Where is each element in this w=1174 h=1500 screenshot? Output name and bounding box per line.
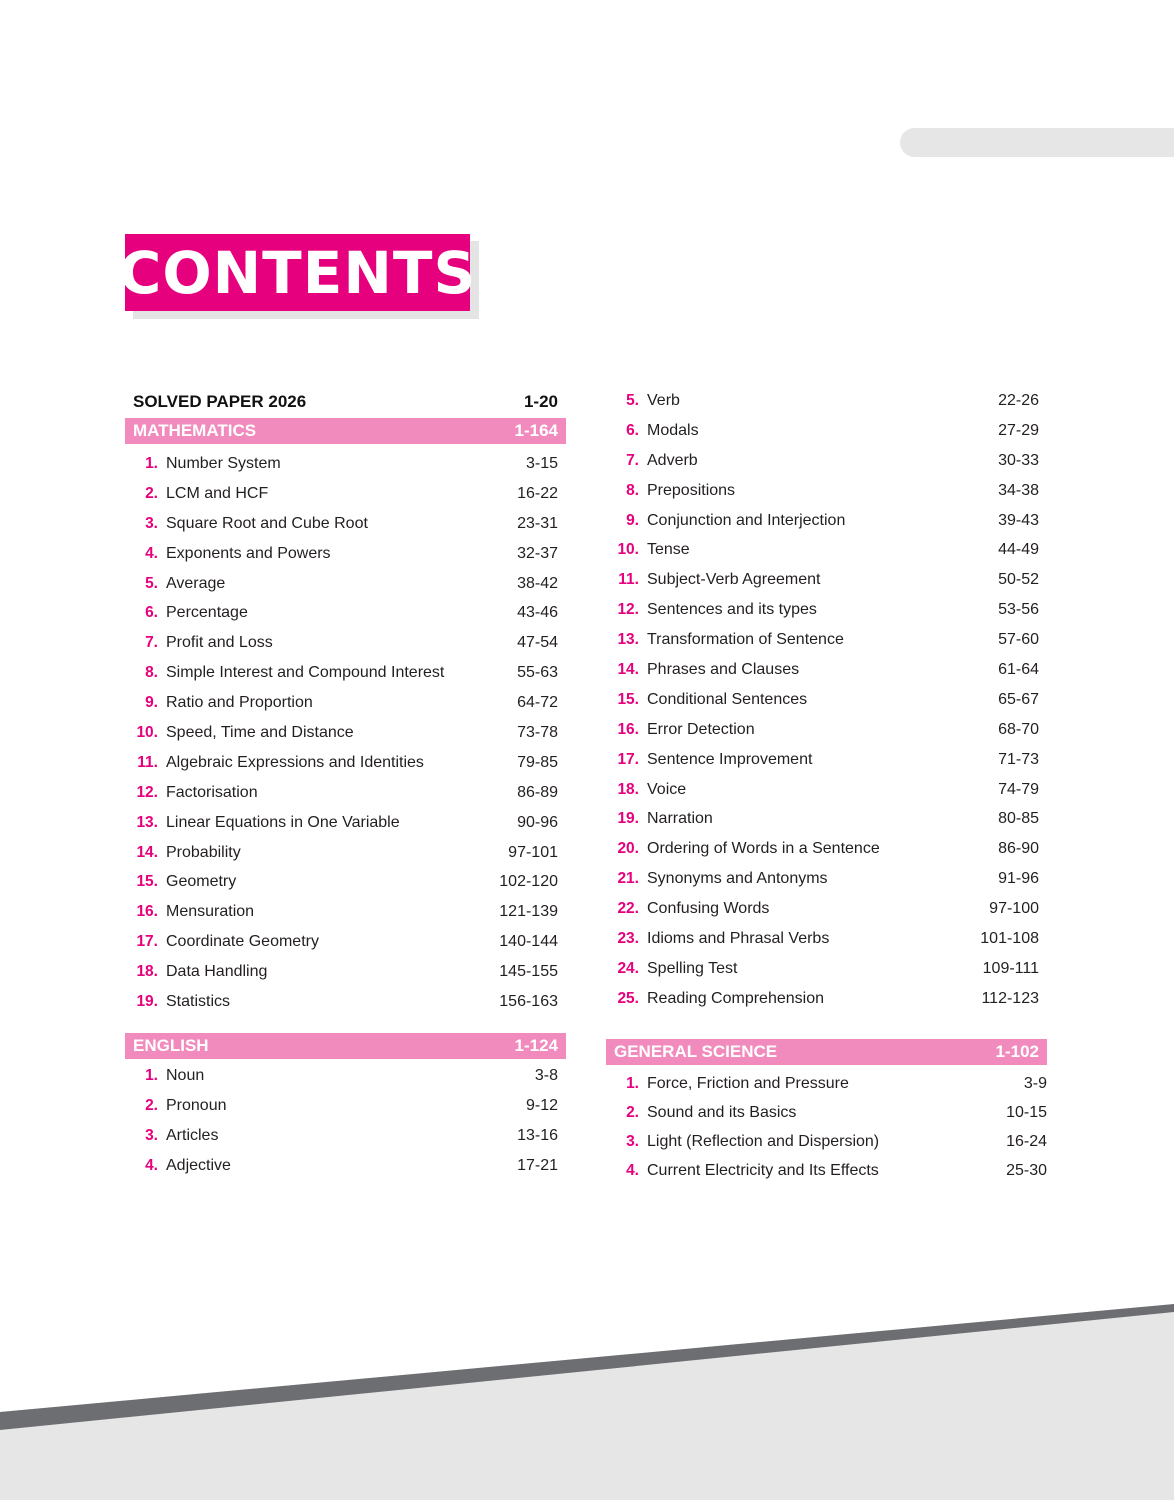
item-label: Force, Friction and Pressure [647,1075,849,1093]
item-number: 18. [617,780,639,798]
item-pages: 3-8 [534,1066,558,1084]
item-pages: 39-43 [998,511,1039,529]
list-item[interactable] [606,924,1047,954]
list-item[interactable] [125,718,566,748]
item-number: 22. [617,900,639,918]
list-item[interactable] [125,449,566,479]
list-item[interactable] [606,625,1047,655]
item-label: Square Root and Cube Root [166,514,368,532]
item-pages: 57-60 [998,631,1039,649]
item-pages: 25-30 [1006,1162,1047,1180]
science-list [606,1065,1047,1186]
item-pages: 140-144 [499,933,558,951]
mathematics-list [125,444,566,1017]
list-item[interactable] [606,715,1047,745]
list-item[interactable] [125,569,566,599]
item-pages: 109-111 [982,959,1039,977]
item-number: 2. [626,1104,639,1122]
item-number: 3. [145,1126,158,1144]
section-heading-pages: 1-164 [514,421,558,440]
item-number: 16. [617,720,639,738]
list-item[interactable] [606,416,1047,446]
item-label: Tense [647,541,690,559]
item-pages: 145-155 [499,963,558,981]
item-label: Current Electricity and Its Effects [647,1162,879,1180]
item-number: 11. [137,753,158,771]
list-item[interactable] [125,1121,566,1151]
item-label: Subject-Verb Agreement [647,571,821,589]
list-item[interactable] [125,838,566,868]
item-number: 14. [136,843,158,861]
left-column [125,386,566,1180]
list-item[interactable] [606,864,1047,894]
item-pages: 86-89 [517,783,558,801]
item-number: 15. [136,873,158,891]
list-item[interactable] [606,476,1047,506]
bottom-stripe-decoration [0,1290,1174,1500]
list-item[interactable] [606,1099,1047,1128]
item-label: Adverb [647,451,698,469]
item-pages: 156-163 [499,992,558,1010]
item-number: 19. [136,992,158,1010]
item-number: 20. [617,840,639,858]
list-item[interactable] [125,658,566,688]
item-number: 8. [145,664,158,682]
item-number: 1. [145,1066,158,1084]
item-pages: 9-12 [525,1096,558,1114]
item-label: Exponents and Powers [166,544,331,562]
section-heading-pages: 1-124 [514,1035,558,1055]
item-pages: 44-49 [998,541,1039,559]
list-item[interactable] [125,987,566,1017]
list-item[interactable] [606,1070,1047,1099]
item-number: 1. [626,1075,639,1093]
list-item[interactable] [125,1091,566,1121]
item-pages: 50-52 [998,571,1039,589]
item-pages: 91-96 [998,870,1039,888]
item-pages: 30-33 [998,451,1039,469]
solved-paper-pages: 1-20 [523,392,558,411]
item-pages: 68-70 [998,720,1039,738]
item-number: 3. [626,1133,639,1151]
english-list-right [606,386,1047,1014]
item-pages: 16-24 [1006,1133,1047,1151]
list-item[interactable] [606,595,1047,625]
list-item[interactable] [125,748,566,778]
list-item[interactable] [125,1061,566,1091]
list-item[interactable] [606,565,1047,595]
item-label: Data Handling [166,963,268,981]
item-pages: 74-79 [998,780,1039,798]
item-label: Spelling Test [647,959,738,977]
item-label: Modals [647,421,699,439]
item-pages: 97-100 [989,900,1039,918]
item-number: 25. [617,989,639,1007]
item-pages: 16-22 [517,484,558,502]
section-heading-general-science [606,1039,1047,1065]
item-label: Pronoun [166,1096,227,1114]
item-pages: 38-42 [517,574,558,592]
item-number: 2. [145,484,158,502]
list-item[interactable] [125,479,566,509]
item-number: 7. [145,634,158,652]
item-label: Noun [166,1066,205,1084]
list-item[interactable] [125,598,566,628]
english-list-left [125,1059,566,1181]
item-number: 7. [626,451,639,469]
item-label: Conjunction and Interjection [647,511,846,529]
list-item[interactable] [125,957,566,987]
item-number: 17. [136,933,158,951]
item-pages: 32-37 [517,544,558,562]
section-heading-label: ENGLISH [133,1035,209,1055]
item-pages: 73-78 [517,723,558,741]
item-label: Ordering of Words in a Sentence [647,840,880,858]
item-number: 9. [626,511,639,529]
item-label: Profit and Loss [166,634,273,652]
corner-tab-decoration [900,128,1174,157]
item-number: 8. [626,481,639,499]
section-heading-mathematics [125,418,566,444]
item-number: 12. [617,601,639,619]
item-label: Transformation of Sentence [647,631,844,649]
item-number: 4. [145,1156,158,1174]
item-label: Sentence Improvement [647,750,813,768]
item-pages: 97-101 [508,843,558,861]
item-pages: 55-63 [517,664,558,682]
item-number: 3. [145,514,158,532]
item-number: 11. [618,571,639,589]
item-number: 21. [617,870,639,888]
item-pages: 71-73 [998,750,1039,768]
item-number: 13. [136,813,158,831]
item-pages: 34-38 [998,481,1039,499]
item-pages: 79-85 [517,753,558,771]
section-heading-english [125,1033,566,1059]
right-column [606,386,1047,1186]
list-item[interactable] [125,897,566,927]
item-number: 13. [617,631,639,649]
item-label: Confusing Words [647,900,770,918]
item-number: 1. [145,454,158,472]
item-label: Idioms and Phrasal Verbs [647,929,830,947]
item-label: Mensuration [166,903,255,921]
list-item[interactable] [606,446,1047,476]
item-label: Synonyms and Antonyms [647,870,828,888]
item-number: 10. [617,541,639,559]
item-label: Adjective [166,1156,231,1174]
item-number: 24. [617,959,639,977]
item-label: Sentences and its types [647,601,817,619]
item-pages: 112-123 [981,989,1039,1007]
section-heading-label: GENERAL SCIENCE [614,1041,778,1061]
item-number: 17. [617,750,639,768]
item-pages: 80-85 [998,810,1039,828]
item-number: 5. [145,574,158,592]
list-item[interactable] [125,1151,566,1181]
item-label: Voice [647,780,687,798]
item-pages: 61-64 [998,660,1039,678]
list-item[interactable] [606,894,1047,924]
item-label: Average [166,574,226,592]
item-label: Verb [647,391,680,409]
list-item[interactable] [125,539,566,569]
list-item[interactable] [125,509,566,539]
list-item[interactable] [606,1157,1047,1186]
solved-paper-row[interactable] [125,386,566,418]
item-label: Articles [166,1126,219,1144]
list-item[interactable] [606,954,1047,984]
list-item[interactable] [606,775,1047,805]
item-label: Light (Reflection and Dispersion) [647,1133,880,1151]
list-item[interactable] [125,808,566,838]
item-pages: 102-120 [499,873,558,891]
section-heading-pages: 1-102 [995,1041,1039,1061]
item-number: 19. [617,810,639,828]
item-pages: 17-21 [517,1156,558,1174]
item-number: 4. [145,544,158,562]
item-pages: 10-15 [1006,1104,1047,1122]
list-item[interactable] [606,655,1047,685]
item-label: Speed, Time and Distance [166,723,354,741]
item-pages: 23-31 [517,514,558,532]
list-item[interactable] [606,1128,1047,1157]
section-heading-label: MATHEMATICS [133,421,257,440]
solved-paper-label: SOLVED PAPER 2026 [133,392,307,411]
item-pages: 65-67 [998,690,1039,708]
item-label: Coordinate Geometry [166,933,319,951]
item-label: Probability [166,843,241,861]
item-label: Algebraic Expressions and Identities [166,753,424,771]
item-label: Phrases and Clauses [647,660,800,678]
item-label: Sound and its Basics [647,1104,797,1122]
list-item[interactable] [606,386,1047,416]
item-pages: 64-72 [517,694,558,712]
item-pages: 47-54 [517,634,558,652]
list-item[interactable] [606,506,1047,536]
item-number: 2. [145,1096,158,1114]
item-label: Conditional Sentences [647,690,808,708]
list-item[interactable] [125,867,566,897]
item-label: Number System [166,454,281,472]
item-label: Ratio and Proportion [166,694,313,712]
item-label: LCM and HCF [166,484,269,502]
title-banner [118,234,477,311]
item-pages: 3-15 [525,454,558,472]
item-pages: 3-9 [1023,1075,1047,1093]
item-label: Simple Interest and Compound Interest [166,664,445,682]
item-pages: 86-90 [998,840,1039,858]
item-number: 23. [617,929,639,947]
item-label: Prepositions [647,481,736,499]
item-label: Linear Equations in One Variable [166,813,400,831]
item-label: Narration [647,810,713,828]
list-item[interactable] [606,745,1047,775]
item-pages: 43-46 [517,604,558,622]
list-item[interactable] [606,535,1047,565]
list-item[interactable] [606,685,1047,715]
list-item[interactable] [125,688,566,718]
item-label: Error Detection [647,720,755,738]
item-pages: 22-26 [998,391,1039,409]
list-item[interactable] [606,804,1047,834]
item-label: Factorisation [166,783,258,801]
item-number: 12. [136,783,158,801]
page-title: CONTENTS [118,238,477,307]
item-pages: 90-96 [517,813,558,831]
item-label: Geometry [166,873,237,891]
item-pages: 101-108 [980,929,1039,947]
item-number: 9. [145,694,158,712]
item-pages: 27-29 [998,421,1039,439]
list-item[interactable] [606,984,1047,1014]
list-item[interactable] [606,834,1047,864]
item-pages: 53-56 [998,601,1039,619]
item-number: 10. [136,723,158,741]
list-item[interactable] [125,778,566,808]
item-number: 15. [617,690,639,708]
item-number: 6. [626,421,639,439]
list-item[interactable] [125,927,566,957]
item-number: 5. [626,391,639,409]
item-label: Percentage [166,604,248,622]
item-label: Statistics [166,992,231,1010]
item-pages: 121-139 [499,903,558,921]
list-item[interactable] [125,628,566,658]
item-number: 16. [136,903,158,921]
item-number: 6. [145,604,158,622]
item-number: 14. [617,660,639,678]
item-number: 4. [626,1162,639,1180]
item-number: 18. [136,963,158,981]
item-pages: 13-16 [517,1126,558,1144]
item-label: Reading Comprehension [647,989,824,1007]
